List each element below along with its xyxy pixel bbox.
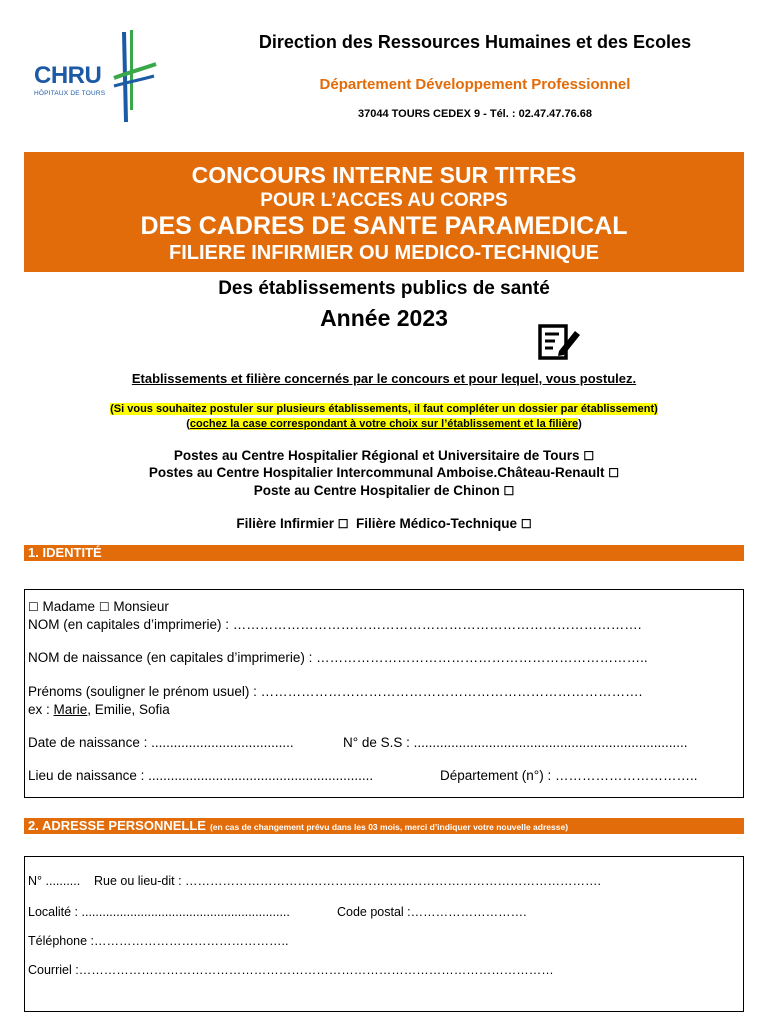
year-title: Année 2023 — [320, 305, 448, 331]
section-adresse-title: 2. ADRESSE PERSONNELLE — [28, 818, 206, 833]
example-underlined: Marie — [53, 702, 88, 717]
concerned-heading: Etablissements et filière concernés par le concours et pour lequel, vous postulez. — [131, 371, 637, 386]
lieu-naissance-field[interactable]: Lieu de naissance : ............................................................ — [28, 768, 374, 783]
poste-label: Postes au Centre Hospitalier Régional et Universitaire de Tours — [173, 448, 580, 463]
poste-chinon — [24, 483, 744, 498]
note-multiple-establishments — [24, 403, 744, 415]
prenoms-example — [28, 702, 170, 717]
rue-field[interactable]: Rue ou lieu-dit : ………………………………………………………………………………………. — [94, 874, 601, 888]
checkbox-infirmier[interactable]: ☐ — [337, 517, 349, 531]
numero-field[interactable]: N° .......... — [28, 874, 81, 888]
header-address: 37044 TOURS CEDEX 9 - Tél. : 02.47.47.76.68 — [358, 108, 592, 120]
poste-label: Postes au Centre Hospitalier Intercommunal Amboise.Château-Renault — [148, 465, 605, 480]
poste-label: Poste au Centre Hospitalier de Chinon — [253, 483, 500, 498]
checkbox-amboise[interactable]: ☐ — [608, 466, 620, 480]
num-ss-field[interactable]: N° de S.S : ......................................................................... — [343, 735, 688, 750]
logo-text: CHRU — [34, 62, 102, 89]
banner-line-2: POUR L’ACCES AU CORPS — [260, 190, 508, 211]
civility-row — [28, 599, 169, 614]
nom-field[interactable]: NOM (en capitales d’imprimerie) : ………………………………………………………………………………. — [28, 617, 642, 632]
example-rest: , Emilie, Sofia — [87, 702, 170, 717]
banner-line-1: CONCOURS INTERNE SUR TITRES — [191, 162, 577, 188]
logo-subtext: HÔPITAUX DE TOURS — [34, 90, 106, 97]
subtitle: Des établissements publics de santé — [218, 278, 550, 299]
departement-field[interactable]: Département (n°) : ………………………….. — [440, 768, 698, 783]
checkbox-chru-tours[interactable]: ☐ — [583, 449, 595, 463]
madame-label: Madame — [42, 599, 96, 614]
header-title: Direction des Ressources Humaines et des Ecoles — [258, 32, 692, 52]
monsieur-label: Monsieur — [113, 599, 169, 614]
section-identite-header: 1. IDENTITÉ — [24, 545, 744, 561]
banner-line-3: DES CADRES DE SANTE PARAMEDICAL — [140, 212, 628, 240]
checkbox-madame[interactable]: ☐ — [28, 600, 39, 614]
localite-field[interactable]: Localité : ............................................................ — [28, 905, 290, 919]
filiere-row — [24, 516, 744, 531]
filiere-medico-label: Filière Médico-Technique — [356, 516, 518, 531]
filiere-infirmier-label: Filière Infirmier — [236, 516, 334, 531]
section-adresse-note: (en cas de changement prévu dans les 03 mois, merci d’indiquer votre nouvelle adresse) — [209, 822, 569, 832]
courriel-field[interactable]: Courriel :…………………………………………………………………………………………………… — [28, 963, 554, 977]
nom-naissance-field[interactable]: NOM de naissance (en capitales d’imprimerie) : ……………………………………………………………….. — [28, 650, 648, 665]
poste-chru-tours — [24, 448, 744, 463]
section-adresse-header — [24, 818, 744, 834]
poste-amboise — [24, 465, 744, 480]
checkbox-monsieur[interactable]: ☐ — [98, 600, 110, 614]
date-naissance-field[interactable]: Date de naissance : ...................................... — [28, 735, 294, 750]
example-prefix: ex : — [28, 702, 54, 717]
header-department: Département Développement Professionnel — [319, 76, 631, 93]
telephone-field[interactable]: Téléphone :……………………………………….. — [28, 934, 289, 948]
code-postal-field[interactable]: Code postal :………………………. — [337, 905, 527, 919]
note-check-highlight: cochez la case correspondant à votre choix sur l’établissement et la filière — [189, 418, 579, 430]
title-banner — [24, 152, 744, 272]
checkbox-medico-technique[interactable]: ☐ — [520, 517, 532, 531]
prenoms-field[interactable]: Prénoms (souligner le prénom usuel) : …………………………………………………………………………. — [28, 684, 643, 699]
form-edit-icon — [537, 323, 583, 361]
checkbox-chinon[interactable]: ☐ — [503, 484, 515, 498]
note-highlight: (Si vous souhaitez postuler sur plusieurs établissements, il faut compléter un dossier par établissement) — [110, 403, 658, 415]
note-check-box: (cochez la case correspondant à votre choix sur l’établissement et la filière) — [186, 418, 582, 430]
banner-line-4: FILIERE INFIRMIER OU MEDICO-TECHNIQUE — [169, 242, 599, 264]
